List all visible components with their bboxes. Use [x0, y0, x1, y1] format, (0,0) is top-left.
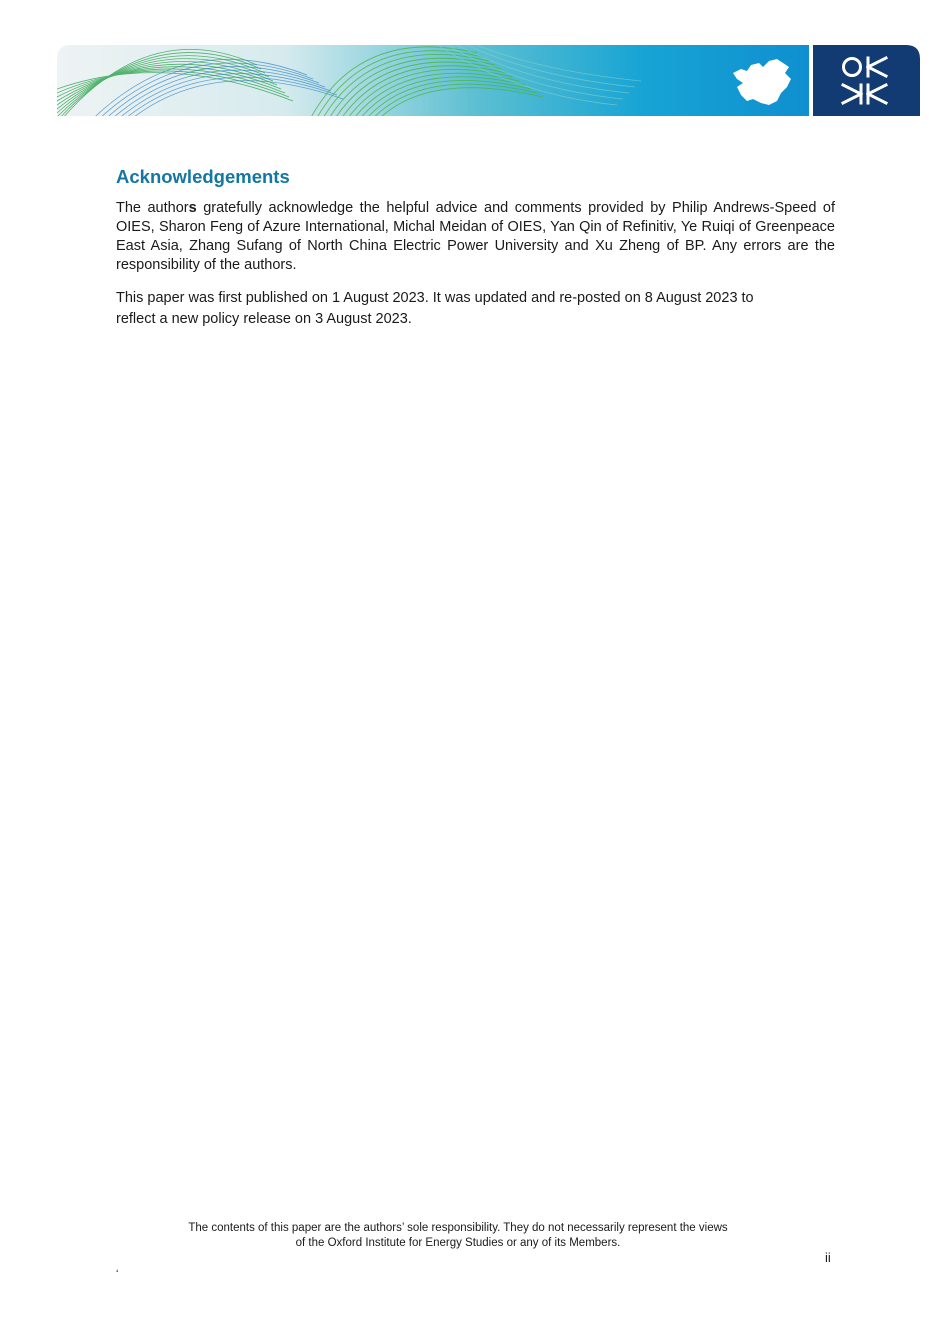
- header-banner: [57, 45, 920, 116]
- oies-logo: [813, 45, 920, 116]
- footer-disclaimer: [150, 1221, 766, 1251]
- publication-note: [116, 288, 835, 330]
- para1-bold-letter: s: [188, 200, 197, 216]
- page-number: ii: [825, 1250, 831, 1265]
- stray-mark: ‘: [116, 1268, 119, 1280]
- para1-text-start: The author: [116, 200, 189, 216]
- publication-note-line-2: reflect a new policy release on 3 August 2023.: [116, 311, 412, 327]
- publication-note-line-1: This paper was first published on 1 August 2023. It was updated and re-posted on 8 August 2023 to: [116, 290, 754, 306]
- section-heading: Acknowledgements: [116, 166, 290, 187]
- footer-line-1: The contents of this paper are the authors’ sole responsibility. They do not necessarily represent the views: [188, 1222, 728, 1234]
- footer-line-2: of the Oxford Institute for Energy Studies or any of its Members.: [295, 1237, 621, 1249]
- para1-text-rest: gratefully acknowledge the helpful advice and comments provided by Philip Andrews-Speed of OIES, Sharon Feng of Azure International, Michal Meidan of OIES, Yan Qin of Refinitiv, Ye Ruiqi of Greenpeace East Asia, Zhang Sufang of North China Electric Power University and Xu Zheng of BP. Any errors are the responsibility of the authors.: [116, 200, 835, 273]
- acknowledgements-paragraph: [116, 199, 835, 275]
